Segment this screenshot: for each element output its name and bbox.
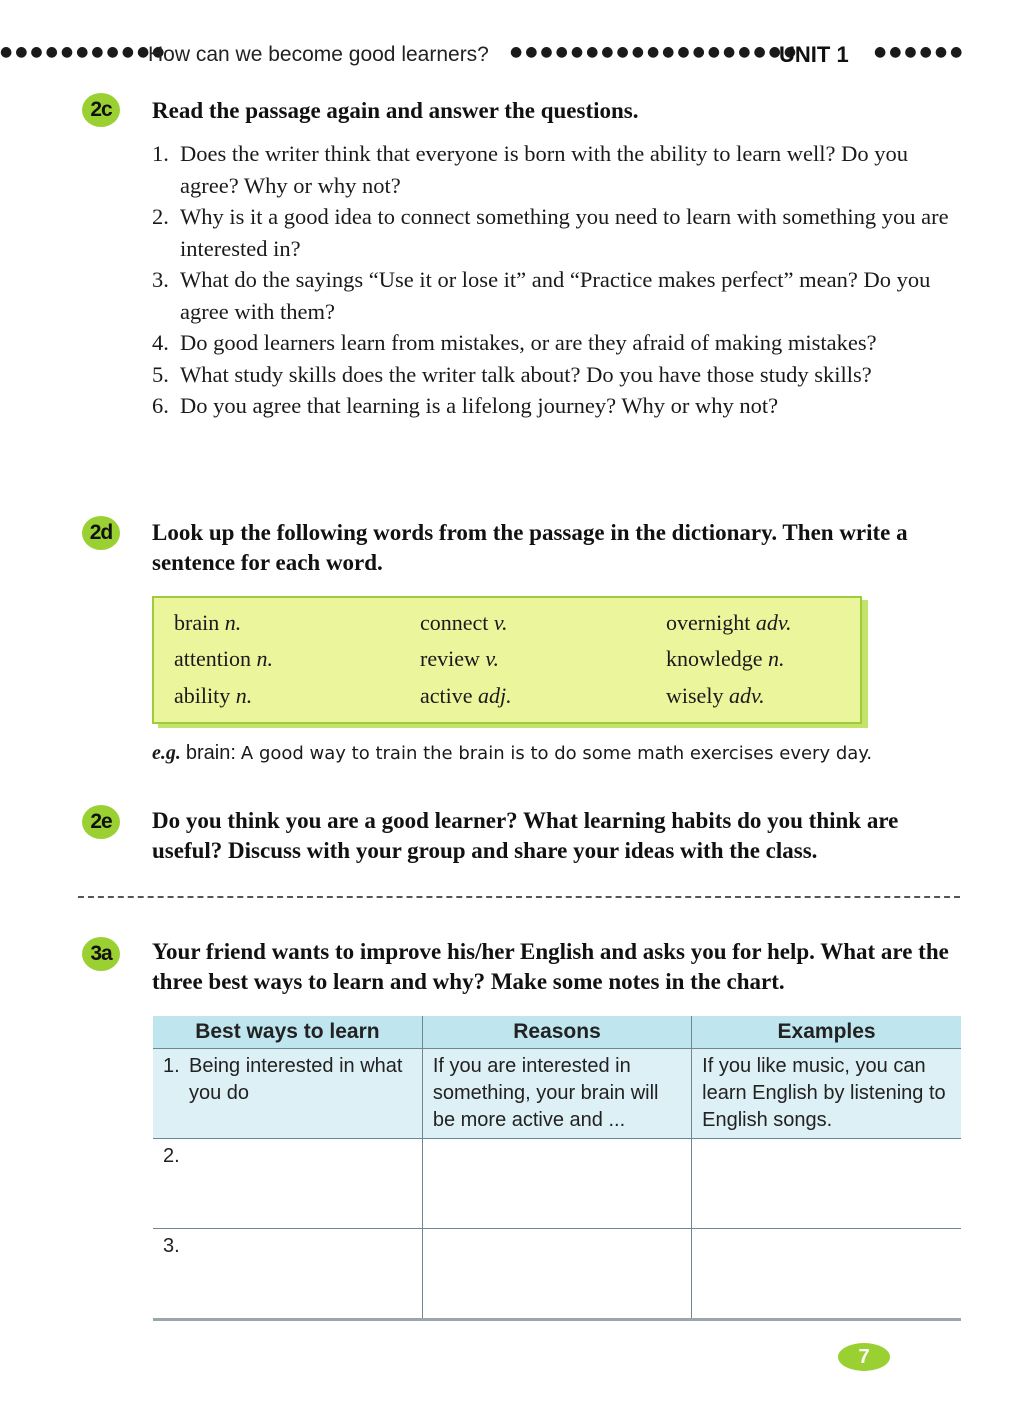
chart-cell-example[interactable]: If you like music, you can learn English by listening to English songs. — [692, 1049, 961, 1139]
chart-cell-reason[interactable] — [422, 1229, 691, 1320]
question-item — [152, 264, 962, 327]
question-number: 4. — [152, 330, 169, 355]
row-number: 2. — [163, 1145, 180, 1167]
page-number: 7 — [838, 1343, 890, 1371]
row-number: 3. — [163, 1235, 180, 1257]
section-badge-2c: 2c — [82, 93, 120, 127]
vocabulary-word: attention n. — [174, 646, 273, 671]
question-text: What study skills does the writer talk about? Do you have those study skills? — [180, 361, 872, 387]
vocabulary-word: wisely adv. — [666, 683, 765, 708]
table-row — [153, 1049, 961, 1139]
chart-cell-reason[interactable]: If you are interested in something, your brain will be more active and ... — [422, 1049, 691, 1139]
chart-header-ways: Best ways to learn — [153, 1016, 422, 1049]
chart-cell-reason[interactable] — [422, 1139, 691, 1229]
section-title-2e: Do you think you are a good learner? What learning habits do you think are useful? Discuss with your group and share your ideas with the class. — [152, 808, 899, 863]
question-item — [152, 390, 962, 422]
table-row — [153, 1139, 961, 1229]
vocabulary-word: ability n. — [174, 683, 253, 708]
chart-cell-example[interactable] — [692, 1139, 961, 1229]
question-number: 1. — [152, 141, 169, 166]
example-word: brain: — [185, 742, 236, 764]
chart-header-examples: Examples — [692, 1016, 961, 1049]
example-label: e.g. — [152, 742, 181, 764]
section-title-2d: Look up the following words from the passage in the dictionary. Then write a sentence for each word. — [152, 520, 908, 575]
chart-cell-way[interactable] — [153, 1049, 422, 1139]
section-title-3a: Your friend wants to improve his/her English and asks you for help. What are the three best ways to learn and why? Make some notes in the chart. — [152, 939, 949, 994]
question-number: 6. — [152, 393, 169, 418]
question-text: Why is it a good idea to connect something you need to learn with something you are interested in? — [180, 204, 949, 261]
way-text: Being interested in what you do — [189, 1055, 403, 1104]
header-dots-mid: ●●●●●●●●●●●●●●●●●●● — [510, 44, 800, 60]
question-text: Does the writer think that everyone is born with the ability to learn well? Do you agree? Why or why not? — [180, 141, 908, 198]
example-sentence: A good way to train the brain is to do some math exercises every day. — [240, 743, 873, 764]
notes-chart — [153, 1016, 961, 1321]
section-title-2c: Read the passage again and answer the questions. — [152, 98, 639, 123]
vocabulary-word: connect v. — [420, 610, 508, 635]
header-dots-left: ●●●●●●●●●●● — [0, 44, 168, 60]
vocabulary-word: review v. — [420, 646, 499, 671]
chart-cell-example[interactable] — [692, 1229, 961, 1320]
question-list — [152, 138, 962, 422]
section-divider — [78, 896, 960, 898]
table-row — [153, 1229, 961, 1320]
chart-cell-way[interactable] — [153, 1229, 422, 1320]
question-item — [152, 201, 962, 264]
question-text: Do good learners learn from mistakes, or are they afraid of making mistakes? — [180, 330, 877, 355]
vocabulary-word: active adj. — [420, 683, 512, 708]
question-item — [152, 327, 962, 359]
row-number: 1. — [163, 1055, 180, 1077]
section-badge-2d: 2d — [82, 516, 120, 550]
vocabulary-word: overnight adv. — [666, 610, 792, 635]
chart-cell-way[interactable] — [153, 1139, 422, 1229]
question-item — [152, 359, 962, 391]
question-text: Do you agree that learning is a lifelong journey? Why or why not? — [180, 393, 779, 418]
header-title: How can we become good learners? — [148, 43, 489, 66]
question-number: 2. — [152, 204, 169, 229]
vocabulary-word: brain n. — [174, 610, 242, 635]
chart-header-row — [153, 1016, 961, 1049]
vocabulary-word: knowledge n. — [666, 646, 785, 671]
question-text: What do the sayings “Use it or lose it” and “Practice makes perfect” mean? Do you agree with them? — [180, 267, 931, 324]
section-badge-3a: 3a — [82, 937, 120, 971]
question-item — [152, 138, 962, 201]
vocabulary-box — [152, 596, 862, 724]
example-sentence-line — [152, 742, 872, 765]
header-dots-right: ●●●●●● — [874, 44, 966, 60]
section-badge-2e: 2e — [82, 805, 120, 839]
unit-label: UNIT 1 — [779, 42, 849, 67]
question-number: 3. — [152, 267, 169, 292]
chart-header-reasons: Reasons — [422, 1016, 691, 1049]
question-number: 5. — [152, 361, 169, 387]
